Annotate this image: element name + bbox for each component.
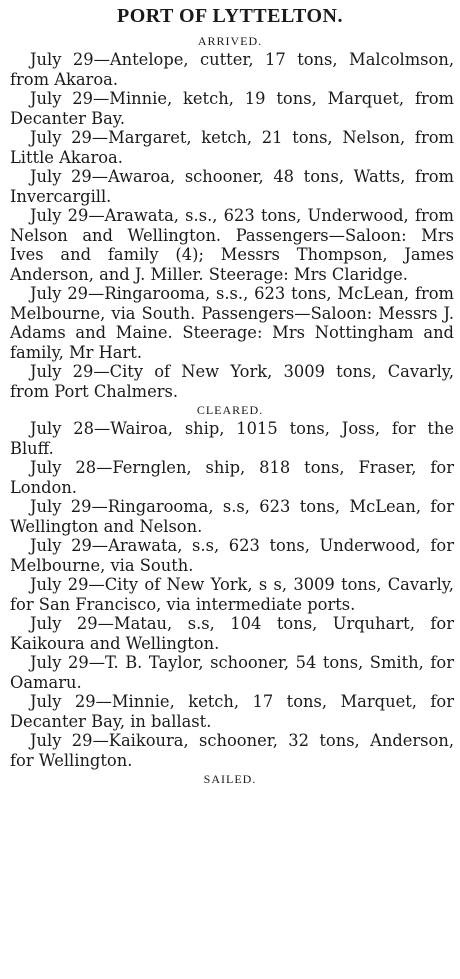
section-heading-arrived: ARRIVED. — [197, 34, 263, 48]
list-item: July 29—Minnie, ketch, 19 tons, Marquet, from Decanter Bay. — [10, 89, 454, 128]
list-item: July 29—City of New York, s s, 3009 tons, Cavarly, for San Francisco, via intermediate ports. — [10, 575, 454, 614]
list-item: July 29—Matau, s.s, 104 tons, Urquhart, for Kaikoura and Wellington. — [10, 614, 454, 653]
cleared-list — [0, 419, 460, 770]
list-item: July 29—Margaret, ketch, 21 tons, Nelson, from Little Akaroa. — [10, 128, 454, 167]
list-item: July 28—Fernglen, ship, 818 tons, Fraser, for London. — [10, 458, 454, 497]
arrived-list — [0, 50, 460, 401]
section-heading-sailed: SAILED. — [203, 772, 257, 786]
list-item: July 29—Kaikoura, schooner, 32 tons, Anderson, for Wellington. — [10, 731, 454, 770]
list-item: July 29—Ringarooma, s.s, 623 tons, McLean, for Wellington and Nelson. — [10, 497, 454, 536]
list-item: July 29—City of New York, 3009 tons, Cavarly, from Port Chalmers. — [10, 362, 454, 401]
list-item: July 29—Ringarooma, s.s., 623 tons, McLean, from Melbourne, via South. Passengers—Saloon: Messrs J. Adams and Maine. Steerage: Mrs Nottingham and family, Mr Hart. — [10, 284, 454, 362]
list-item: July 29—Arawata, s.s, 623 tons, Underwood, for Melbourne, via South. — [10, 536, 454, 575]
list-item: July 28—Wairoa, ship, 1015 tons, Joss, for the Bluff. — [10, 419, 454, 458]
section-heading-cleared: CLEARED. — [196, 403, 264, 417]
list-item: July 29—Minnie, ketch, 17 tons, Marquet, for Decanter Bay, in ballast. — [10, 692, 454, 731]
column-title: PORT OF LYTTELTON. — [117, 5, 343, 27]
list-item: July 29—Awaroa, schooner, 48 tons, Watts, from Invercargill. — [10, 167, 454, 206]
list-item: July 29—Arawata, s.s., 623 tons, Underwood, from Nelson and Wellington. Passengers—Saloon: Mrs Ives and family (4); Messrs Thompson, James Anderson, and J. Miller. Steerage: Mrs Claridge. — [10, 206, 454, 284]
list-item: July 29—T. B. Taylor, schooner, 54 tons, Smith, for Oamaru. — [10, 653, 454, 692]
list-item: July 29—Antelope, cutter, 17 tons, Malcolmson, from Akaroa. — [10, 50, 454, 89]
